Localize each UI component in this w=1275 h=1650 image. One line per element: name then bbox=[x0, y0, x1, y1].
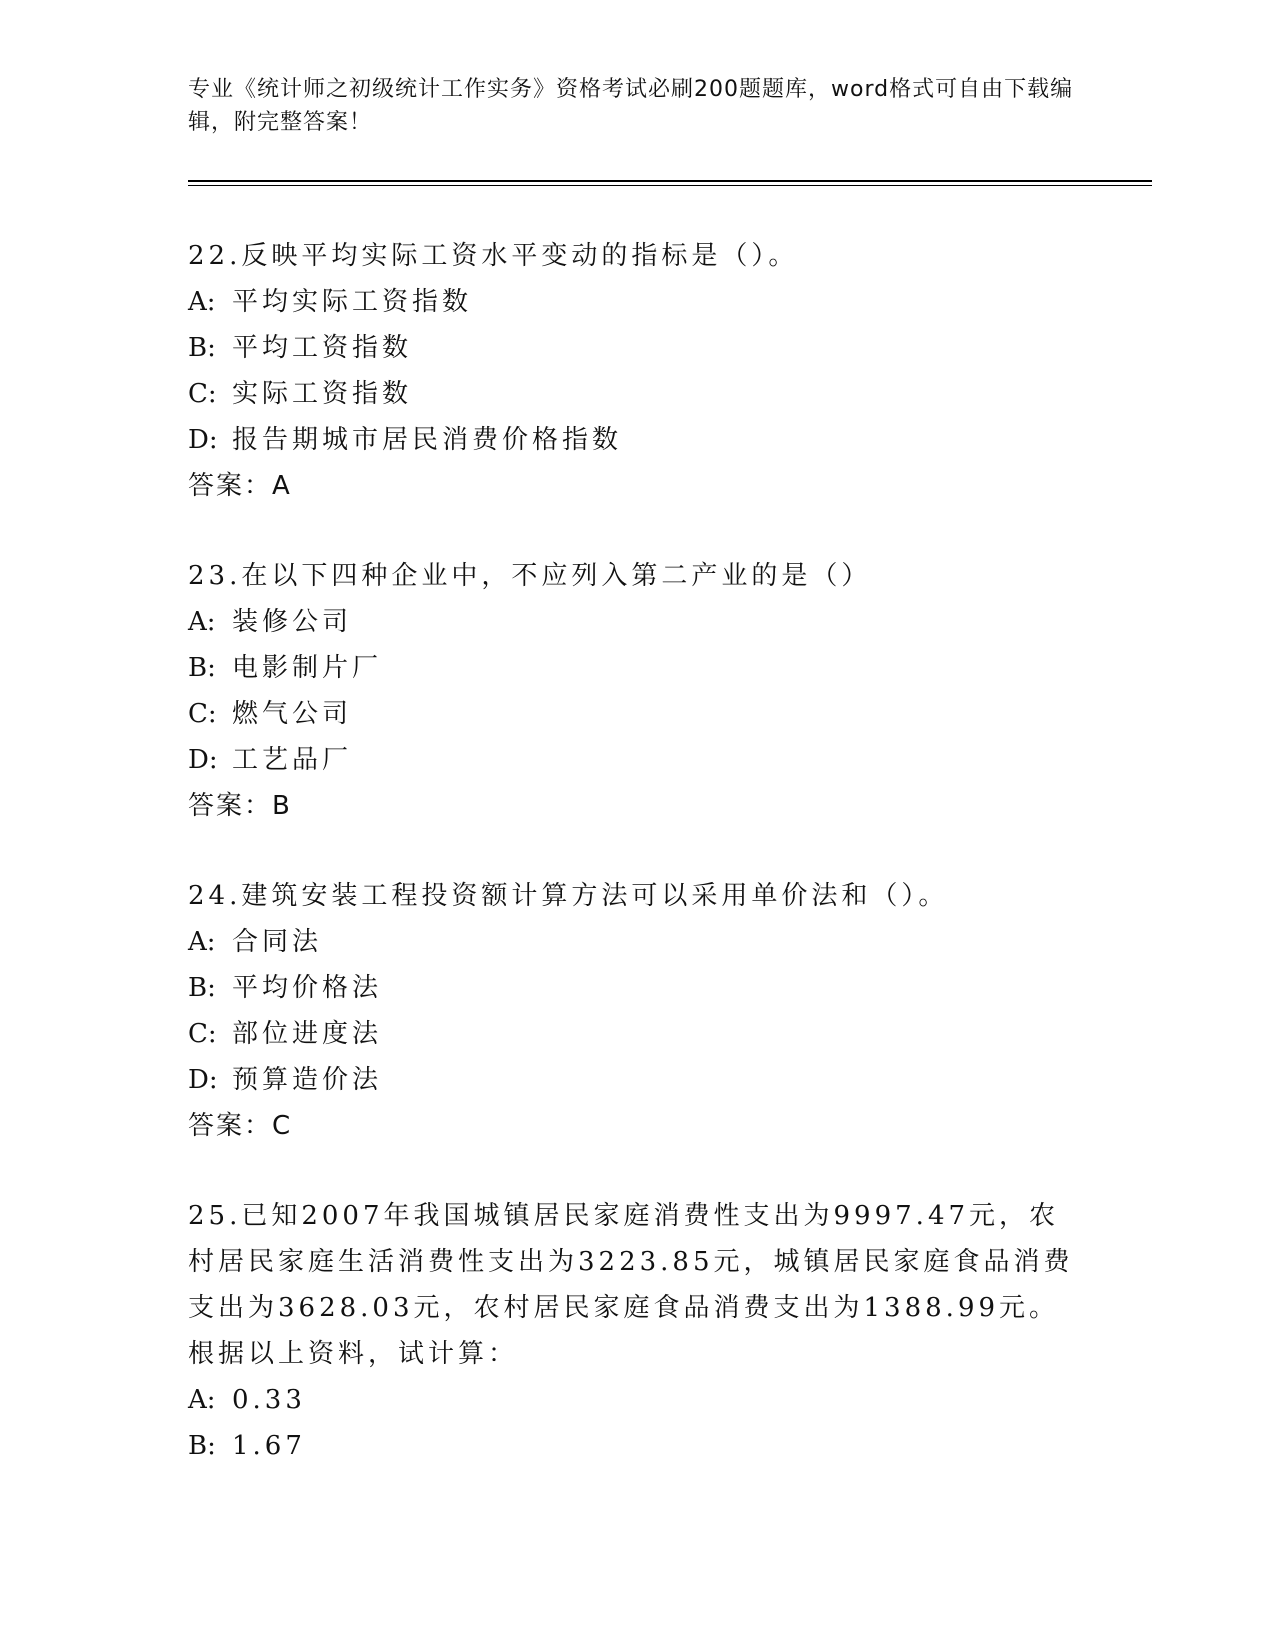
option-text: 预算造价法 bbox=[232, 1065, 383, 1095]
option-c bbox=[188, 691, 1088, 737]
option-text: 0.33 bbox=[232, 1385, 306, 1415]
option-c bbox=[188, 1011, 1088, 1057]
option-d bbox=[188, 737, 1088, 783]
question-24 bbox=[188, 873, 1088, 1149]
option-a bbox=[188, 599, 1088, 645]
option-text: 实际工资指数 bbox=[232, 379, 413, 409]
question-stem: 22.反映平均实际工资水平变动的指标是（）。 bbox=[188, 241, 799, 271]
option-text: 部位进度法 bbox=[232, 1019, 383, 1049]
option-b bbox=[188, 325, 1088, 371]
option-letter: C: bbox=[188, 379, 217, 409]
answer-line: 答案：C bbox=[188, 1111, 293, 1141]
answer-line: 答案：B bbox=[188, 791, 292, 821]
option-letter: A: bbox=[188, 287, 216, 317]
option-letter: D: bbox=[188, 1065, 218, 1095]
question-23 bbox=[188, 553, 1088, 829]
option-letter: B: bbox=[188, 1431, 216, 1461]
option-b bbox=[188, 645, 1088, 691]
option-letter: B: bbox=[188, 973, 216, 1003]
option-text: 1.67 bbox=[232, 1431, 306, 1461]
option-a bbox=[188, 279, 1088, 325]
option-d bbox=[188, 417, 1088, 463]
option-letter: C: bbox=[188, 699, 217, 729]
option-letter: A: bbox=[188, 607, 216, 637]
question-stem: 25.已知2007年我国城镇居民家庭消费性支出为9997.47元，农村居民家庭生活消费性支出为3223.85元，城镇居民家庭食品消费支出为3628.03元，农村居民家庭食品消费支出为1388.99元。根据以上资料，试计算： bbox=[188, 1201, 1074, 1369]
option-c bbox=[188, 371, 1088, 417]
option-letter: A: bbox=[188, 1385, 216, 1415]
option-text: 平均工资指数 bbox=[232, 333, 413, 363]
option-letter: D: bbox=[188, 425, 218, 455]
document-header bbox=[188, 73, 1088, 139]
option-letter: A: bbox=[188, 927, 216, 957]
question-22 bbox=[188, 233, 1088, 509]
question-25 bbox=[188, 1193, 1088, 1469]
option-a bbox=[188, 1377, 1088, 1423]
option-text: 电影制片厂 bbox=[232, 653, 383, 683]
option-text: 工艺品厂 bbox=[232, 745, 353, 775]
question-stem: 23.在以下四种企业中，不应列入第二产业的是（） bbox=[188, 561, 872, 591]
option-text: 装修公司 bbox=[232, 607, 353, 637]
option-a bbox=[188, 919, 1088, 965]
option-text: 平均价格法 bbox=[232, 973, 383, 1003]
option-text: 燃气公司 bbox=[232, 699, 353, 729]
option-letter: C: bbox=[188, 1019, 217, 1049]
option-d bbox=[188, 1057, 1088, 1103]
option-b bbox=[188, 965, 1088, 1011]
header-divider-bottom bbox=[188, 185, 1152, 186]
option-letter: B: bbox=[188, 653, 216, 683]
answer-line: 答案：A bbox=[188, 471, 292, 501]
option-text: 平均实际工资指数 bbox=[232, 287, 473, 317]
header-title: 专业《统计师之初级统计工作实务》资格考试必刷200题题库，word格式可自由下载编辑，附完整答案！ bbox=[188, 77, 1074, 135]
option-text: 合同法 bbox=[232, 927, 323, 957]
option-b bbox=[188, 1423, 1088, 1469]
option-text: 报告期城市居民消费价格指数 bbox=[232, 425, 623, 455]
option-letter: D: bbox=[188, 745, 218, 775]
header-divider-top bbox=[188, 180, 1152, 182]
question-stem: 24.建筑安装工程投资额计算方法可以采用单价法和（）。 bbox=[188, 881, 949, 911]
option-letter: B: bbox=[188, 333, 216, 363]
